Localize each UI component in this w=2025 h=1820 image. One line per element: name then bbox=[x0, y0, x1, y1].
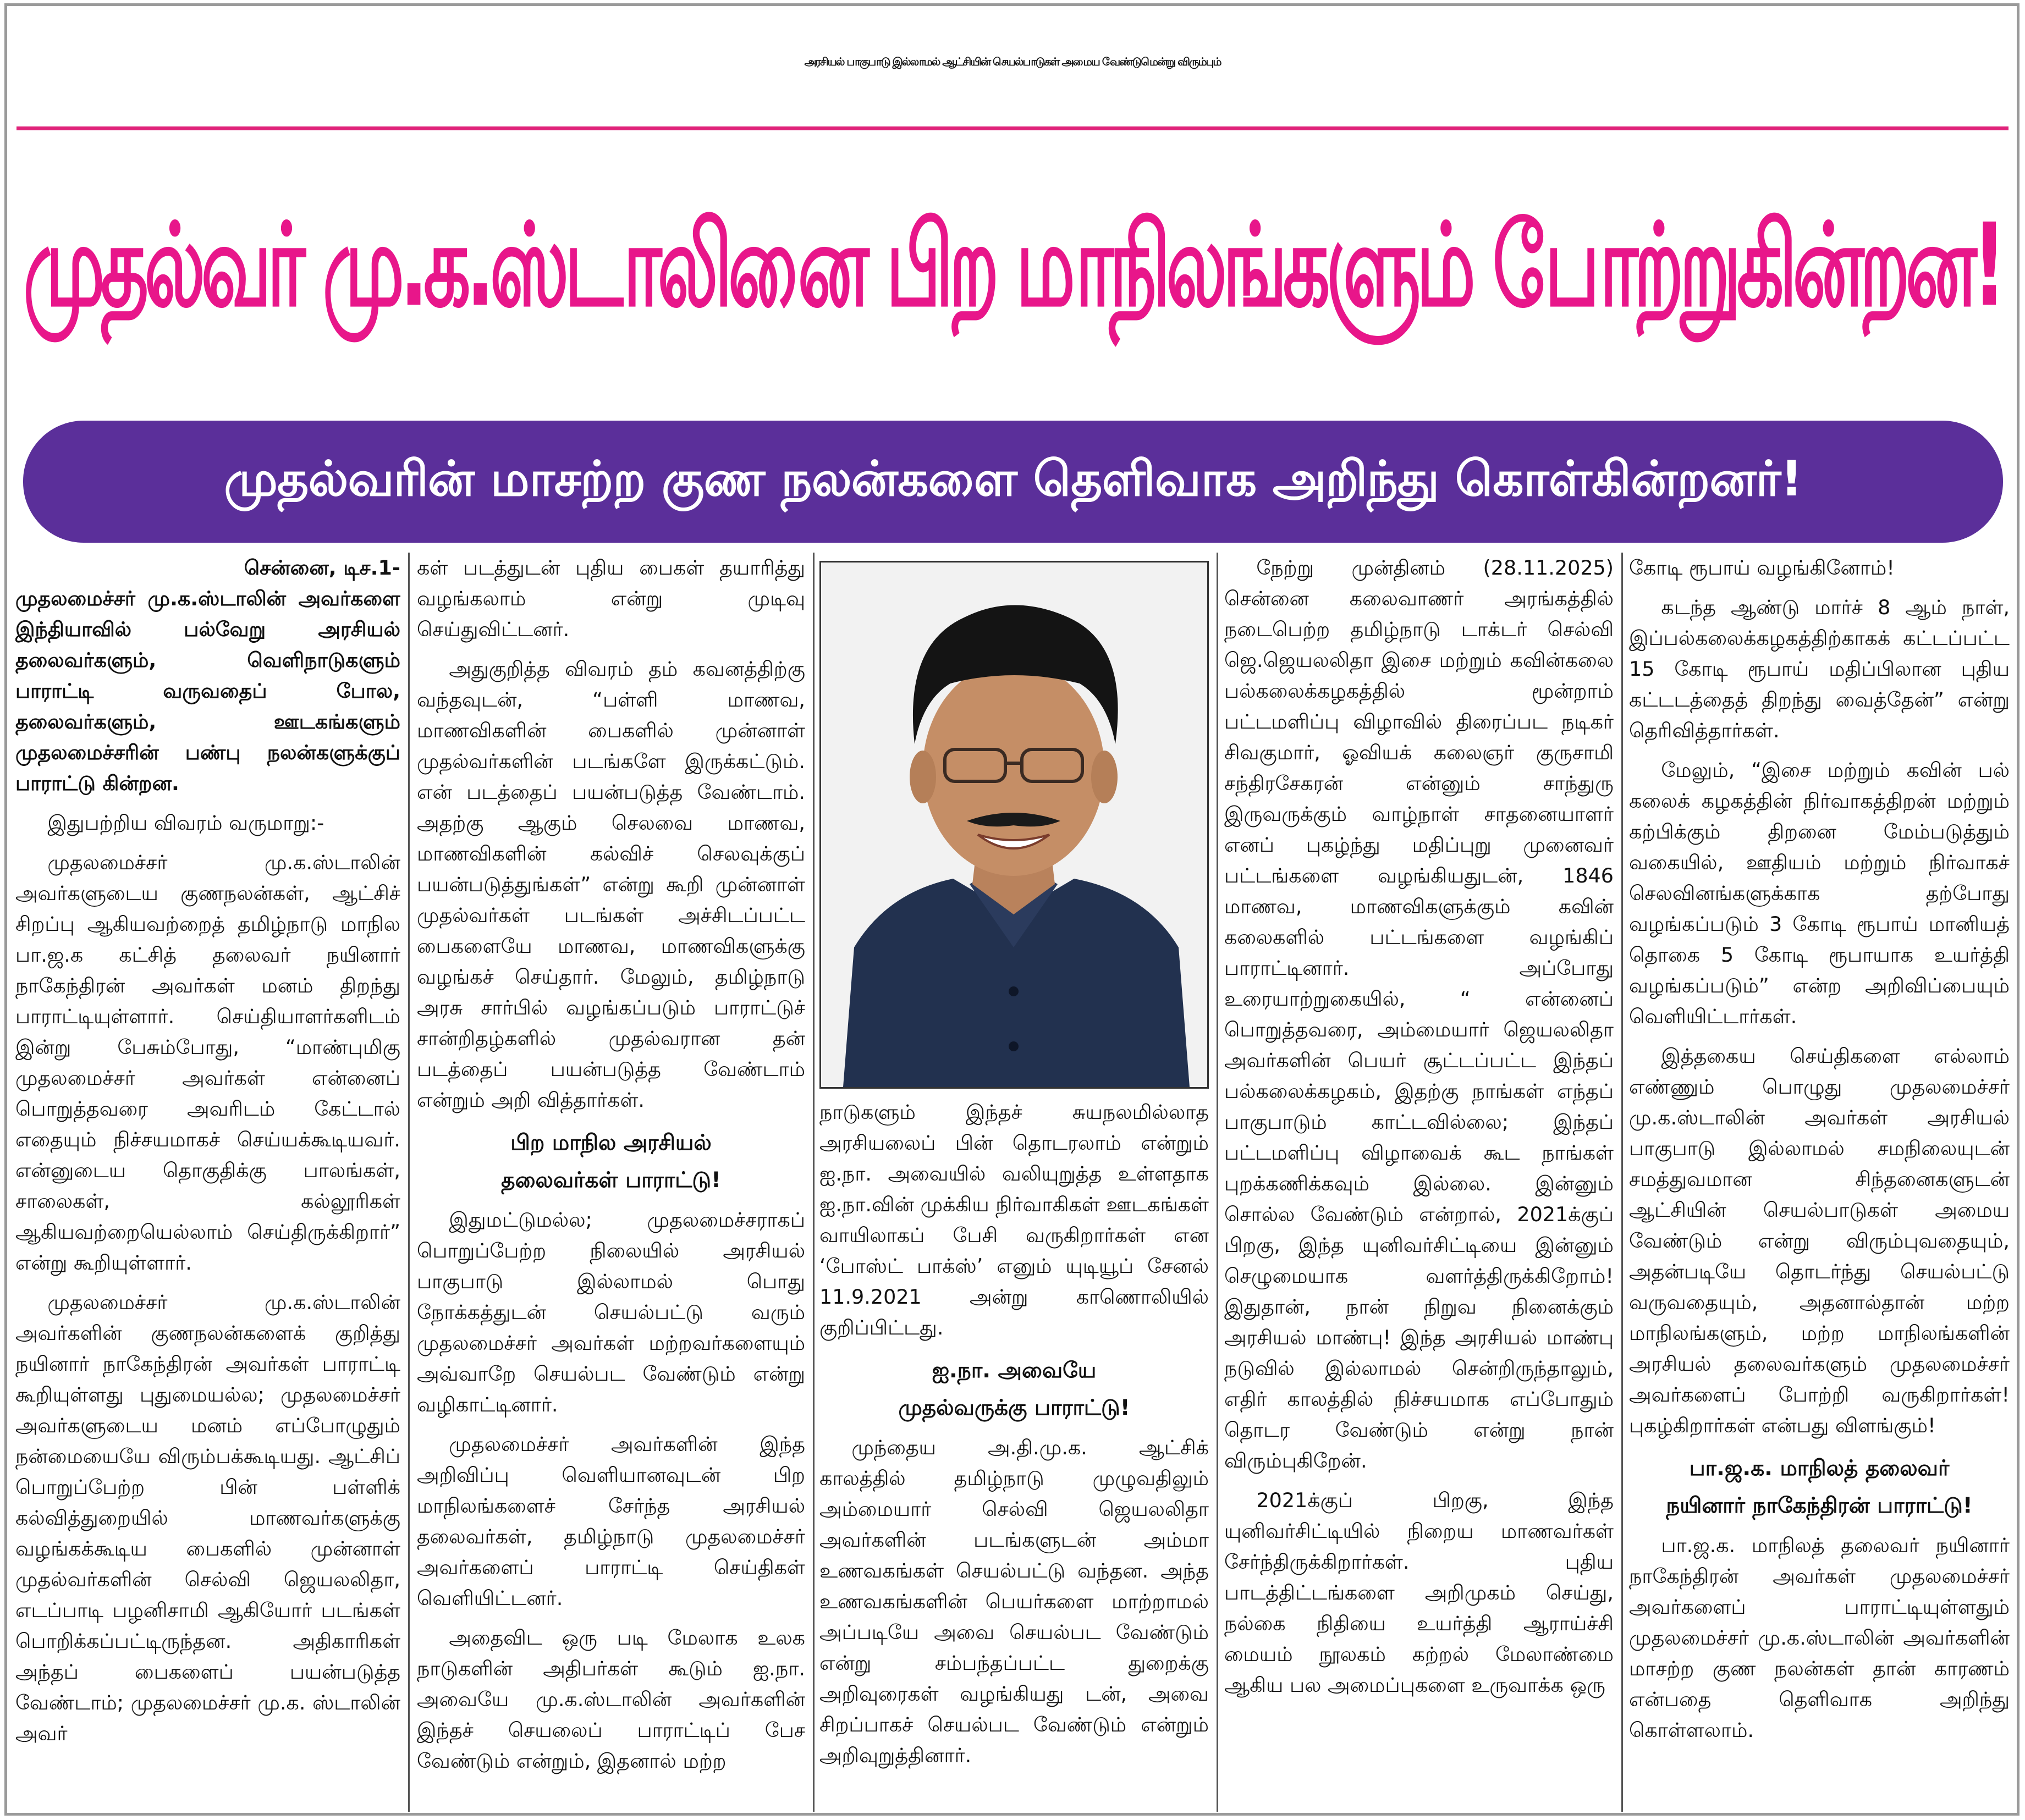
article-column-5 bbox=[1629, 553, 2010, 1812]
subheading bbox=[819, 1352, 1209, 1427]
article-column-2 bbox=[417, 553, 805, 1812]
kicker-headline: அரசியல் பாகுபாடு இல்லாமல் ஆட்சியின் செயல்பாடுகள் அமைய வேண்டுமென்று விரும்பும் bbox=[804, 54, 1221, 68]
paragraph: நாடுகளும் இந்தச் சுயநலமில்லாத அரசியலைப் பின் தொடரலாம் என்றும் ஐ.நா. அவையில் வலியுறுத்த உள்ளதாக ஐ.நா.வின் முக்கிய நிர்வாகிகள் ஊடகங்கள் வாயிலாகப் பேசி வருகிறார்கள் என ‘போஸ்ட் பாக்ஸ்’ எனும் யுடியூப் சேனல் 11.9.2021 அன்று காணொலியில் குறிப்பிட்டது. bbox=[819, 1100, 1209, 1339]
paragraph: முந்தைய அ.தி.மு.க. ஆட்சிக் காலத்தில் தமிழ்நாடு முழுவதிலும் அம்மையார் செல்வி ஜெயலலிதா அவர்களின் படங்களுடன் அம்மா உணவகங்கள் செயல்பட்டு வந்தன. அந்த உணவகங்களின் பெயர்களை மாற்றாமல் அப்படியே அவை செயல்பட வேண்டும் என்று சம்பந்தப்பட்ட துறைக்கு அறிவுரைகள் வழங்கியது டன், அவை சிறப்பாகச் செயல்பட வேண்டும் என்றும் அறிவுறுத்தினார். bbox=[819, 1436, 1209, 1767]
subheading-line: பா.ஜ.க. மாநிலத் தலைவர் bbox=[1689, 1456, 1950, 1481]
article-column-3 bbox=[819, 1097, 1209, 1812]
subheadline-banner bbox=[23, 421, 2003, 543]
lead-paragraph: முதலமைச்சர் மு.க.ஸ்டாலின் அவர்களை இந்தியாவில் பல்வேறு அரசியல் தலைவர்களும், வெளிநாடுகளும் பாராட்டி வருவதைப் போல, தலைவர்களும், ஊடகங்களும் முதலமைச்சரின் பண்பு நலன்களுக்குப் பாராட்டு கின்றன. bbox=[15, 587, 400, 795]
paragraph: கடந்த ஆண்டு மார்ச் 8 ஆம் நாள், இப்பல்கலைக்கழகத்திற்காகக் கட்டப்பட்ட 15 கோடி ரூபாய் மதிப்பிலான புதிய கட்டடத்தைத் திறந்து வைத்தேன்” என்று தெரிவித்தார்கள். bbox=[1629, 595, 2010, 742]
article-column-4 bbox=[1224, 553, 1614, 1812]
banner-text: முதல்வரின் மாசற்ற குண நலன்களை தெளிவாக அறிந்து கொள்கின்றனர்! bbox=[224, 450, 1802, 507]
column-divider bbox=[1621, 553, 1623, 1812]
dateline: சென்னை, டிச.1- bbox=[244, 556, 400, 580]
column-divider bbox=[813, 553, 815, 1812]
paragraph: அதுகுறித்த விவரம் தம் கவனத்திற்கு வந்தவுடன், “பள்ளி மாணவ, மாணவிகளின் பைகளில் முன்னாள் முதல்வர்களின் படங்களே இருக்கட்டும். என் படத்தைப் பயன்படுத்த வேண்டாம். அதற்கு ஆகும் செலவை மாணவ, மாணவிகளின் கல்விச் செலவுக்குப் பயன்படுத்துங்கள்” என்று கூறி முன்னாள் முதல்வர்கள் படங்கள் அச்சிடப்பட்ட பைகளையே மாணவ, மாணவிகளுக்கு வழங்கச் செய்தார். மேலும், தமிழ்நாடு அரசு சார்பில் வழங்கப்படும் பாராட்டுச் சான்றிதழ்களில் முதல்வரான தன் படத்தைப் பயன்படுத்த வேண்டாம் என்றும் அறி வித்தார்கள். bbox=[417, 657, 805, 1112]
paragraph: முதலமைச்சர் அவர்களின் இந்த அறிவிப்பு வெளியானவுடன் பிற மாநிலங்களைச் சேர்ந்த அரசியல் தலைவர்கள், தமிழ்நாடு முதலமைச்சர் அவர்களைப் பாராட்டி செய்திகள் வெளியிட்டனர். bbox=[417, 1432, 805, 1610]
subheading-line: நயினார் நாகேந்திரன் பாராட்டு! bbox=[1666, 1493, 1973, 1518]
paragraph: முதலமைச்சர் மு.க.ஸ்டாலின் அவர்களுடைய குணநலன்கள், ஆட்சிச் சிறப்பு ஆகியவற்றைத் தமிழ்நாடு மாநில பா.ஜ.க கட்சித் தலைவர் நயினார் நாகேந்திரன் அவர்கள் மனம் திறந்து பாராட்டியுள்ளார். செய்தியாளர்களிடம் இன்று பேசும்போது, “மாண்புமிகு முதலமைச்சர் அவர்கள் என்னைப் பொறுத்தவரை அவரிடம் கேட்டால் எதையும் நிச்சயமாகச் செய்யக்கூடியவர். என்னுடைய தொகுதிக்கு பாலங்கள், சாலைகள், கல்லூரிகள் ஆகியவற்றையெல்லாம் செய்திருக்கிறார்” என்று கூறியுள்ளார். bbox=[15, 851, 400, 1275]
paragraph: இதுபற்றிய விவரம் வருமாறு:- bbox=[47, 811, 324, 835]
paragraph: 2021க்குப் பிறகு, இந்த யுனிவர்சிட்டியில் நிறைய மாணவர்கள் சேர்ந்திருக்கிறார்கள். புதிய பாடத்திட்டங்களை அறிமுகம் செய்து, நல்கை நிதியை உயர்த்தி ஆராய்ச்சி மையம் நூலகம் கற்றல் மேலாண்மை ஆகிய பல அமைப்புகளை உருவாக்க ஒரு bbox=[1224, 1488, 1614, 1697]
paragraph: பா.ஜ.க. மாநிலத் தலைவர் நயினார் நாகேந்திரன் அவர்கள் முதலமைச்சர் அவர்களைப் பாராட்டியுள்ளதும் முதலமைச்சர் மு.க.ஸ்டாலின் அவர்களின் மாசற்ற குண நலன்கள் தான் காரணம் என்பதை தெளிவாக அறிந்து கொள்ளலாம். bbox=[1629, 1534, 2010, 1742]
paragraph: மேலும், “இசை மற்றும் கவின் பல் கலைக் கழகத்தின் நிர்வாகத்திறன் மற்றும் கற்பிக்கும் திறனை மேம்படுத்தும் வகையில், ஊதியம் மற்றும் நிர்வாகச் செலவினங்களுக்காக தற்போது வழங்கப்படும் 3 கோடி ரூபாய் மானியத் தொகை 5 கோடி ரூபாயாக உயர்த்தி வழங்கப்படும்” என்ற அறிவிப்பையும் வெளியிட்டார்கள். bbox=[1629, 758, 2010, 1028]
paragraph: கோடி ரூபாய் வழங்கினோம்! bbox=[1629, 556, 1895, 580]
subheading-line: தலைவர்கள் பாராட்டு! bbox=[501, 1168, 721, 1193]
portrait-illustration bbox=[821, 562, 1207, 1087]
subheading-line: முதல்வருக்கு பாராட்டு! bbox=[898, 1396, 1130, 1420]
paragraph: அதைவிட ஒரு படி மேலாக உலக நாடுகளின் அதிபர்கள் கூடும் ஐ.நா. அவையே மு.க.ஸ்டாலின் அவர்களின் இந்தச் செயலைப் பாராட்டிப் பேச வேண்டும் என்றும், இதனால் மற்ற bbox=[417, 1626, 805, 1773]
subheading bbox=[1629, 1450, 2010, 1525]
portrait-photo bbox=[819, 561, 1209, 1089]
subheading bbox=[417, 1124, 805, 1199]
column-divider bbox=[408, 553, 410, 1812]
paragraph: முதலமைச்சர் மு.க.ஸ்டாலின் அவர்களின் குணநலன்களைக் குறித்து நயினார் நாகேந்திரன் அவர்கள் பாராட்டி கூறியுள்ளது புதுமையல்ல; முதலமைச்சர் அவர்களுடைய மனம் எப்போழுதும் நன்மையையே விரும்பக்கூடியது. ஆட்சிப் பொறுப்பேற்ற பின் பள்ளிக் கல்வித்துறையில் மாணவர்களுக்கு வழங்கக்கூடிய பைகளில் முன்னாள் முதல்வர்களின் செல்வி ஜெயலலிதா, எடப்பாடி பழனிசாமி ஆகியோர் படங்கள் பொறிக்கப்பட்டிருந்தன. அதிகாரிகள் அந்தப் பைகளைப் பயன்படுத்த வேண்டாம்; முதலமைச்சர் மு.க. ஸ்டாலின் அவர் bbox=[15, 1290, 400, 1745]
paragraph: கள் படத்துடன் புதிய பைகள் தயாரித்து வழங்கலாம் என்று முடிவு செய்துவிட்டனர். bbox=[417, 556, 805, 641]
subheading-line: பிற மாநில அரசியல் bbox=[510, 1130, 712, 1155]
main-headline: முதல்வர் மு.க.ஸ்டாலினை பிற மாநிலங்களும் போற்றுகின்றன! bbox=[23, 199, 2002, 332]
paragraph: இத்தகைய செய்திகளை எல்லாம் எண்ணும் பொழுது முதலமைச்சர் மு.க.ஸ்டாலின் அவர்கள் அரசியல் பாகுபாடு இல்லாமல் சமநிலையுடன் சமத்துவமான சிந்தனைகளுடன் ஆட்சியின் செயல்பாடுகள் அமைய வேண்டும் என்று விரும்புவதையும், அதன்படியே தொடர்ந்து செயல்பட்டு வருவதையும், அதனால்தான் மற்ற மாநிலங்களும், மற்ற மாநிலங்களின் அரசியல் தலைவர்களும் முதலமைச்சர் அவர்களைப் போற்றி வருகிறார்கள்! புகழ்கிறார்கள் என்பது விளங்கும்! bbox=[1629, 1044, 2010, 1437]
paragraph: இதுமட்டுமல்ல; முதலமைச்சராகப் பொறுப்பேற்ற நிலையில் அரசியல் பாகுபாடு இல்லாமல் பொது நோக்கத்துடன் செயல்பட்டு வரும் முதலமைச்சர் அவர்கள் மற்றவர்களையும் அவ்வாறே செயல்பட வேண்டும் என்று வழிகாட்டினார். bbox=[417, 1208, 805, 1416]
subheading-line: ஐ.நா. அவையே bbox=[932, 1358, 1097, 1383]
paragraph: நேற்று முன்தினம் (28.11.2025) சென்னை கலைவாணர் அரங்கத்தில் நடைபெற்ற தமிழ்நாடு டாக்டர் செல்வி ஜெ.ஜெயலலிதா இசை மற்றும் கவின்கலை பல்கலைக்கழகத்தில் மூன்றாம் பட்டமளிப்பு விழாவில் திரைப்பட நடிகர் சிவகுமார், ஓவியக் கலைஞர் குருசாமி சந்திரசேகரன் என்னும் சாந்துரு இருவருக்கும் வாழ்நாள் சாதனையாளர் எனப் புகழ்ந்து மதிப்புறு முனைவர் பட்டங்களை வழங்கியதுடன், 1846 மாணவ, மாணவிகளுக்கும் கவின் கலைகளில் பட்டங்களை வழங்கிப் பாராட்டினார். அப்போது உரையாற்றுகையில், “ என்னைப் பொறுத்தவரை, அம்மையார் ஜெயலலிதா அவர்களின் பெயர் சூட்டப்பட்ட இந்தப் பல்கலைக்கழகம், இதற்கு நாங்கள் எந்தப் பாகுபாடும் காட்டவில்லை; இந்தப் பட்டமளிப்பு விழாவைக் கூட நாங்கள் புறக்கணிக்கவும் இல்லை. இன்னும் சொல்ல வேண்டும் என்றால், 2021க்குப் பிறகு, இந்த யுனிவர்சிட்டியை இன்னும் செழுமையாக வளர்த்திருக்கிறோம்! இதுதான், நான் நிறுவ நினைக்கும் அரசியல் மாண்பு! இந்த அரசியல் மாண்பு நடுவில் இல்லாமல் சென்றிருந்தாலும், எதிர் காலத்தில் நிச்சயமாக எப்போதும் தொடர வேண்டும் என்று நான் விரும்புகிறேன். bbox=[1224, 556, 1614, 1472]
column-divider bbox=[1217, 553, 1218, 1812]
article-column-1 bbox=[15, 553, 400, 1812]
